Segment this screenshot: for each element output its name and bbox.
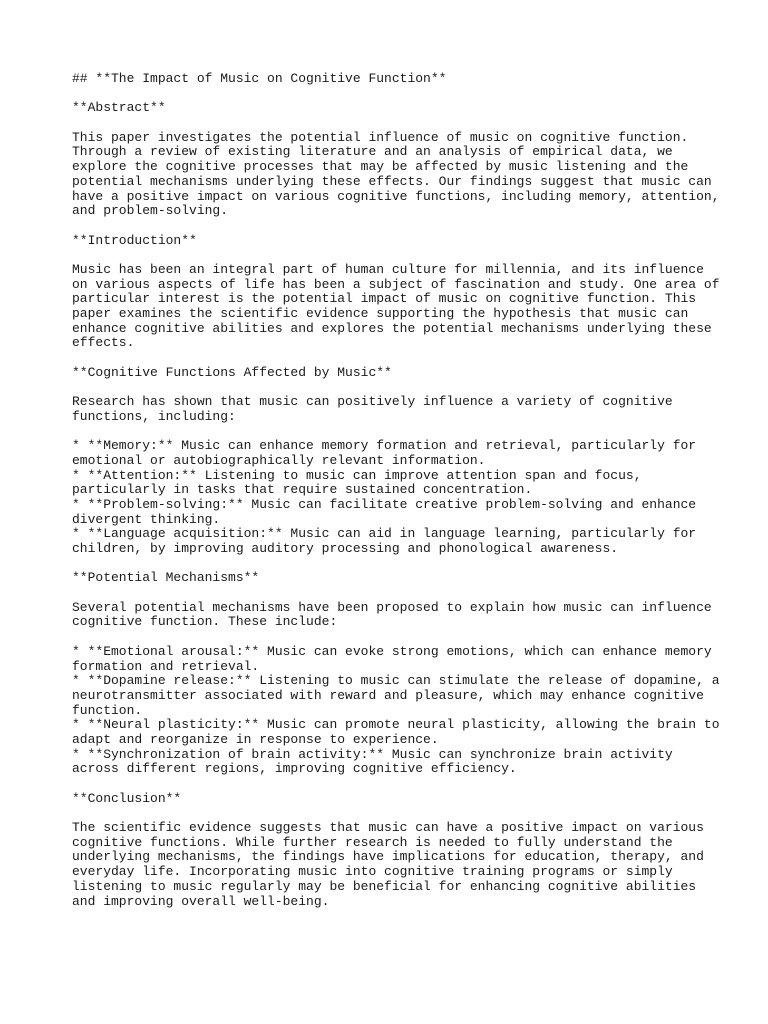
spacer	[72, 777, 712, 792]
list-item: * **Dopamine release:** Listening to music can stimulate the release of dopamine, a	[72, 673, 720, 689]
list-item-continuation: emotional or autobiographically relevant information.	[72, 452, 486, 468]
functions-heading: **Cognitive Functions Affected by Music**	[72, 364, 392, 380]
text-line: Research has shown that music can positively influence a variety of cognitive	[72, 394, 673, 410]
list-item-continuation: formation and retrieval.	[72, 658, 260, 674]
mechanisms-intro-paragraph	[72, 601, 712, 630]
list-item-continuation: neurotransmitter associated with reward and pleasure, which may enhance cognitive	[72, 687, 704, 703]
functions-intro-paragraph	[72, 395, 712, 424]
spacer	[72, 87, 712, 102]
list-item: * **Problem-solving:** Music can facilitate creative problem-solving and enhance	[72, 496, 697, 512]
text-line: functions, including:	[72, 408, 236, 424]
spacer	[72, 116, 712, 131]
spacer	[72, 586, 712, 601]
list-item: * **Synchronization of brain activity:** Music can synchronize brain activity	[72, 746, 673, 762]
list-item: * **Memory:** Music can enhance memory formation and retrieval, particularly for	[72, 438, 697, 454]
list-item-continuation: divergent thinking.	[72, 511, 221, 527]
text-line: on various aspects of life has been a subject of fascination and study. One area of	[72, 276, 720, 292]
functions-list	[72, 439, 712, 557]
conclusion-heading: **Conclusion**	[72, 790, 182, 806]
text-line: everyday life. Incorporating music into cognitive training programs or simply	[72, 864, 673, 880]
spacer	[72, 380, 712, 395]
spacer	[72, 557, 712, 572]
text-line: listening to music regularly may be beneficial for enhancing cognitive abilities	[72, 878, 697, 894]
text-line: have a positive impact on various cognitive functions, including memory, attention,	[72, 188, 720, 204]
text-line: paper examines the scientific evidence supporting the hypothesis that music can	[72, 306, 689, 321]
spacer	[72, 806, 712, 821]
text-line: cognitive functions. While further research is needed to fully understand the	[72, 834, 673, 850]
mechanisms-list	[72, 643, 720, 777]
text-line: underlying mechanisms, the findings have implications for education, therapy, and	[72, 849, 704, 865]
text-line: The scientific evidence suggests that music can have a positive impact on various	[72, 820, 704, 836]
text-line: effects.	[72, 335, 135, 351]
text-line: cognitive function. These include:	[72, 614, 338, 630]
list-item-continuation: particularly in tasks that require sustained concentration.	[72, 482, 533, 498]
text-line: Several potential mechanisms have been proposed to explain how music can influence	[72, 599, 712, 615]
list-item: * **Neural plasticity:** Music can promote neural plasticity, allowing the brain to	[72, 717, 720, 733]
text-line: and problem-solving.	[72, 203, 229, 219]
spacer	[72, 630, 712, 645]
text-line: explore the cognitive processes that may be affected by music listening and the	[72, 159, 689, 175]
text-line: Music has been an integral part of human culture for millennia, and its influence	[72, 261, 704, 277]
abstract-paragraph	[72, 129, 720, 219]
text-line: Through a review of existing literature and an analysis of empirical data, we	[72, 144, 673, 160]
text-line: particular interest is the potential impact of music on cognitive function. This	[72, 291, 697, 307]
abstract-heading: **Abstract**	[72, 100, 166, 116]
introduction-heading: **Introduction**	[72, 232, 197, 248]
text-line: enhance cognitive abilities and explores the potential mechanisms underlying these	[72, 320, 712, 336]
document-title: ## **The Impact of Music on Cognitive Function**	[72, 71, 447, 86]
list-item-continuation: across different regions, improving cognitive efficiency.	[72, 761, 517, 777]
spacer	[72, 351, 712, 366]
spacer	[72, 425, 712, 440]
list-item: * **Language acquisition:** Music can aid in language learning, particularly for	[72, 526, 697, 542]
spacer	[72, 248, 712, 263]
text-line: and improving overall well-being.	[72, 893, 330, 909]
document-page	[72, 71, 720, 909]
list-item: * **Attention:** Listening to music can improve attention span and focus,	[72, 467, 642, 483]
list-item-continuation: children, by improving auditory processing and phonological awareness.	[72, 541, 619, 556]
introduction-paragraph	[72, 261, 720, 351]
text-line: This paper investigates the potential influence of music on cognitive function.	[72, 129, 689, 145]
spacer	[72, 219, 712, 234]
text-line: potential mechanisms underlying these effects. Our findings suggest that music can	[72, 173, 712, 189]
list-item-continuation: adapt and reorganize in response to experience.	[72, 731, 439, 747]
conclusion-paragraph	[72, 821, 712, 909]
list-item: * **Emotional arousal:** Music can evoke strong emotions, which can enhance memory	[72, 643, 712, 659]
mechanisms-heading: **Potential Mechanisms**	[72, 570, 260, 586]
list-item-continuation: function.	[72, 702, 143, 718]
